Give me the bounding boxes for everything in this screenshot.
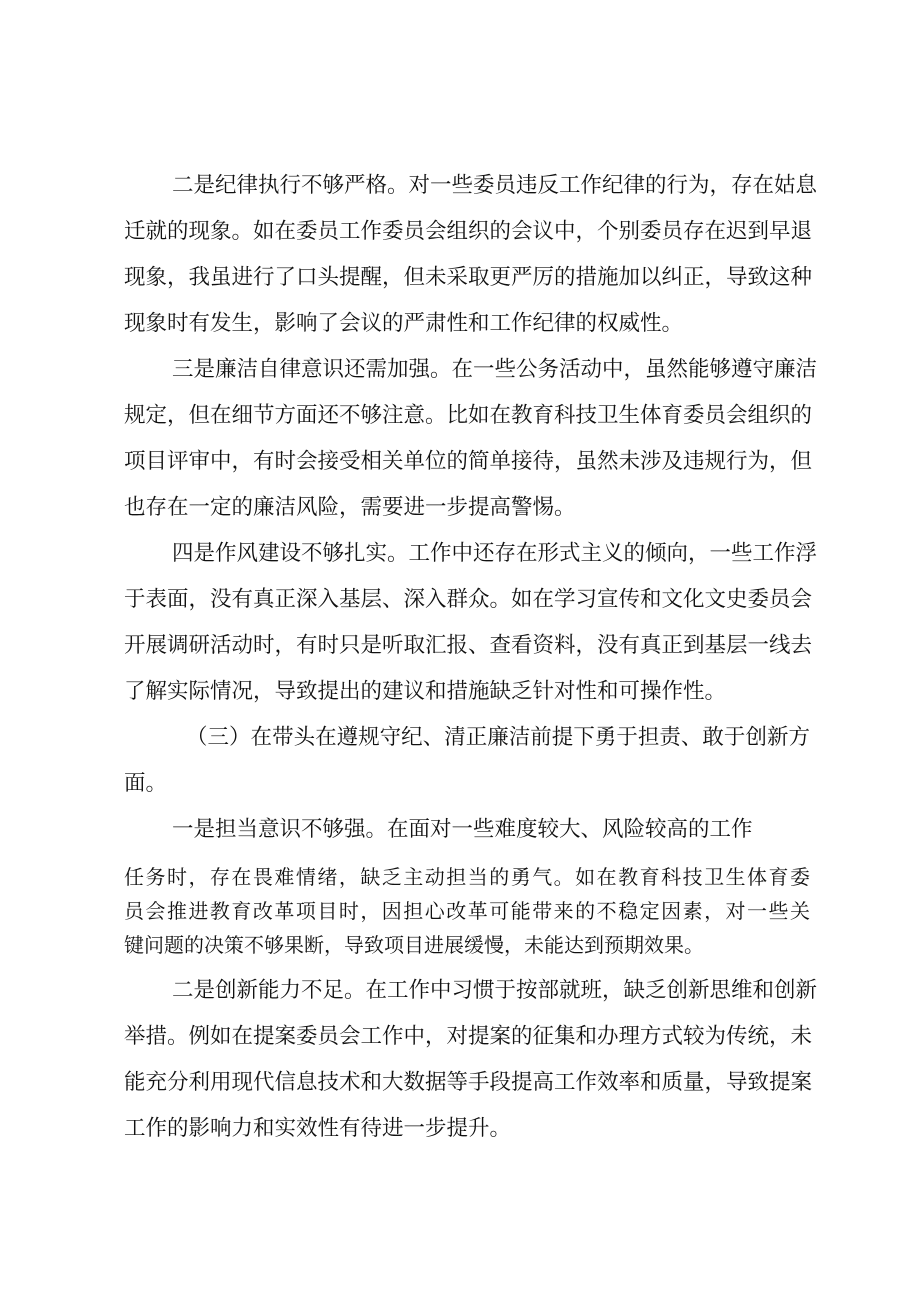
text-line: 三是廉洁自律意识还需加强。在一些公务活动中，虽然能够遵守廉洁 xyxy=(172,357,818,382)
section-heading: （三）在带头在遵规守纪、清正廉洁前提下勇于担责、敢于创新方 xyxy=(186,725,810,750)
text-line: 也存在一定的廉洁风险，需要进一步提高警惕。 xyxy=(124,495,576,520)
text-line: 现象时有发生，影响了会议的严肃性和工作纪律的权威性。 xyxy=(124,311,684,336)
text-line: 迁就的现象。如在委员工作委员会组织的会议中，个别委员存在迟到早退 xyxy=(124,219,813,244)
text-line: 任务时，存在畏难情绪，缺乏主动担当的勇气。如在教育科技卫生体育委 xyxy=(124,865,810,889)
text-line: 于表面，没有真正深入基层、深入群众。如在学习宣传和文化文史委员会 xyxy=(124,587,813,612)
text-line: 二是创新能力不足。在工作中习惯于按部就班，缺乏创新思维和创新 xyxy=(172,978,818,1003)
text-line: 开展调研活动时，有时只是听取汇报、查看资料，没有真正到基层一线去 xyxy=(124,633,813,658)
text-line: 项目评审中，有时会接受相关单位的简单接待，虽然未涉及违规行为，但 xyxy=(124,449,813,474)
text-line: 工作的影响力和实效性有待进一步提升。 xyxy=(124,1116,512,1141)
text-line: 了解实际情况，导致提出的建议和措施缺乏针对性和可操作性。 xyxy=(124,679,727,704)
text-line: 四是作风建设不够扎实。工作中还存在形式主义的倾向，一些工作浮 xyxy=(172,541,818,566)
text-line: 现象，我虽进行了口头提醒，但未采取更严厉的措施加以纠正，导致这种 xyxy=(124,265,813,290)
text-line: 二是纪律执行不够严格。对一些委员违反工作纪律的行为，存在姑息 xyxy=(172,173,818,198)
text-line: 能充分利用现代信息技术和大数据等手段提高工作效率和质量，导致提案 xyxy=(124,1070,813,1095)
text-line: 一是担当意识不够强。在面对一些难度较大、风险较高的工作 xyxy=(172,817,753,842)
text-line: 员会推进教育改革项目时，因担心改革可能带来的不稳定因素，对一些关 xyxy=(124,899,810,923)
text-line: 键问题的决策不够果断，导致项目进展缓慢，未能达到预期效果。 xyxy=(124,933,704,957)
text-line: 规定，但在细节方面还不够注意。比如在教育科技卫生体育委员会组织的 xyxy=(124,403,813,428)
section-heading-continued: 面。 xyxy=(124,771,168,796)
text-line: 举措。例如在提案委员会工作中，对提案的征集和办理方式较为传统，未 xyxy=(124,1024,813,1049)
